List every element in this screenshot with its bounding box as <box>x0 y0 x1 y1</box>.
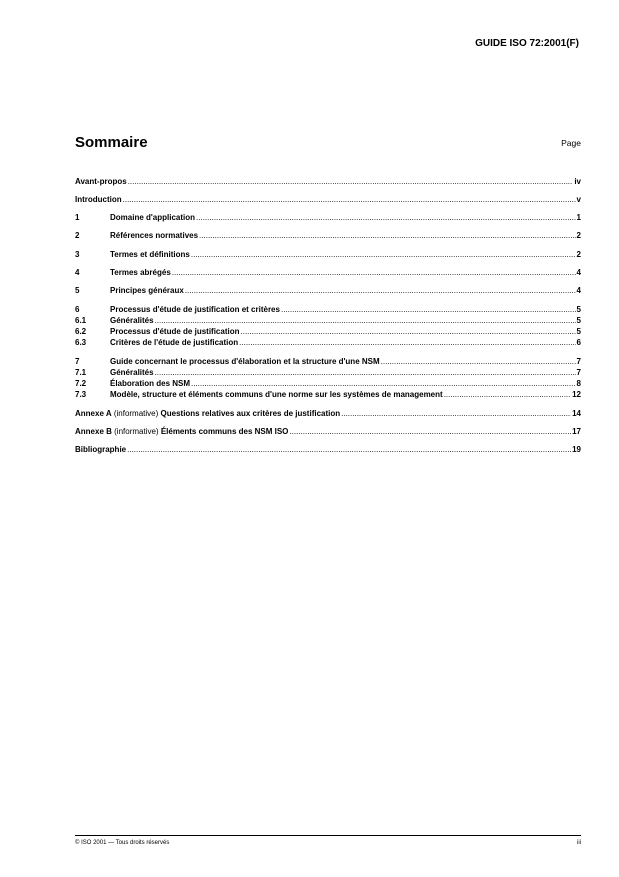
toc-entry-number: 7.2 <box>75 379 87 388</box>
dot-leader <box>191 249 576 260</box>
document-id: GUIDE ISO 72:2001(F) <box>475 38 579 49</box>
toc-entry-page: 5 <box>576 316 581 325</box>
toc-entry-number: 7.3 <box>75 390 87 399</box>
toc-entry-page: 6 <box>576 338 581 347</box>
toc-entry[interactable] <box>75 304 581 315</box>
toc-entry-title: Termes abrégés <box>110 268 171 277</box>
toc-entry-page: 17 <box>572 427 581 436</box>
toc-title: Sommaire <box>75 134 148 151</box>
toc-entry-page: 19 <box>572 445 581 454</box>
toc-entry-title: Généralités <box>110 368 154 377</box>
toc-entry[interactable] <box>75 212 581 223</box>
toc-entry-page: 2 <box>576 250 581 259</box>
toc-entry[interactable] <box>75 426 581 437</box>
annex-qualifier: (informative) <box>111 409 161 418</box>
toc-entry-title: Références normatives <box>110 231 199 240</box>
dot-leader <box>123 194 576 205</box>
toc-entry-title: Bibliographie <box>75 445 127 454</box>
toc-entry[interactable] <box>75 176 581 187</box>
toc-entry-title: Introduction <box>75 195 122 204</box>
toc-entry-page: 7 <box>576 357 581 366</box>
toc-entry-title: Avant-propos <box>75 177 127 186</box>
dot-leader <box>444 389 571 400</box>
toc-entry[interactable] <box>75 389 581 400</box>
dot-leader <box>127 444 571 455</box>
annex-qualifier: (informative) <box>111 427 161 436</box>
toc-entry[interactable] <box>75 285 581 296</box>
toc-entry-page: 4 <box>576 268 581 277</box>
toc-entry-number: 5 <box>75 286 80 295</box>
toc-entry-number: 6.1 <box>75 316 87 325</box>
toc-entry-number: 3 <box>75 250 80 259</box>
dot-leader <box>196 212 576 223</box>
toc-entry-number: 6.3 <box>75 338 87 347</box>
toc-entry-page: 1 <box>576 213 581 222</box>
dot-leader <box>281 304 576 315</box>
footer-copyright: © ISO 2001 — Tous droits réservés <box>75 840 170 846</box>
toc-entry-title: Élaboration des NSM <box>110 379 191 388</box>
toc-entry[interactable] <box>75 315 581 326</box>
toc-heading <box>75 134 581 152</box>
toc-entry-title <box>75 408 340 419</box>
dot-leader <box>185 285 576 296</box>
annex-title: Questions relatives aux critères de justification <box>160 409 341 418</box>
toc-entry-page: 12 <box>572 390 581 399</box>
toc-entry-number: 7.1 <box>75 368 87 377</box>
dot-leader <box>191 378 576 389</box>
dot-leader <box>155 315 576 326</box>
toc-entry-title: Processus d'étude de justification <box>110 327 240 336</box>
toc-entry-page: 14 <box>572 409 581 418</box>
toc-entry-title: Processus d'étude de justification et critères <box>110 305 280 314</box>
toc-entry-page: 2 <box>576 231 581 240</box>
toc-entry-title: Généralités <box>110 316 154 325</box>
dot-leader <box>341 408 571 419</box>
toc-entry-page: iv <box>574 177 581 186</box>
toc-entry-number: 1 <box>75 213 80 222</box>
toc-entry-title: Critères de l'étude de justification <box>110 338 239 347</box>
toc-entry-title: Domaine d'application <box>110 213 196 222</box>
toc-entry-number: 2 <box>75 231 80 240</box>
toc-entry-title: Modèle, structure et éléments communs d'une norme sur les systèmes de management <box>110 390 443 399</box>
annex-label: Annexe B <box>75 427 112 436</box>
toc-entry-page: 7 <box>576 368 581 377</box>
dot-leader <box>172 267 576 278</box>
toc-entry-number: 4 <box>75 268 80 277</box>
toc-entry-page: 4 <box>576 286 581 295</box>
toc-entry[interactable] <box>75 249 581 260</box>
dot-leader <box>239 337 575 348</box>
toc-entry[interactable] <box>75 356 581 367</box>
toc-entry-page: 8 <box>576 379 581 388</box>
toc-entry[interactable] <box>75 267 581 278</box>
toc-entry[interactable] <box>75 378 581 389</box>
toc-entry-number: 7 <box>75 357 80 366</box>
toc-entry[interactable] <box>75 230 581 241</box>
dot-leader <box>289 426 571 437</box>
dot-leader <box>241 326 576 337</box>
page-column-label: Page <box>561 138 581 148</box>
annex-title: Éléments communs des NSM ISO <box>160 427 289 436</box>
dot-leader <box>128 176 574 187</box>
toc-entry-number: 6 <box>75 305 80 314</box>
toc-entry-page: 5 <box>576 327 581 336</box>
toc-entry-page: 5 <box>576 305 581 314</box>
toc-entry[interactable] <box>75 408 581 419</box>
toc-entry-title: Guide concernant le processus d'élaboration et la structure d'une NSM <box>110 357 380 366</box>
toc-entry-title: Principes généraux <box>110 286 184 295</box>
dot-leader <box>381 356 576 367</box>
dot-leader <box>155 367 576 378</box>
annex-label: Annexe A <box>75 409 112 418</box>
toc-entry[interactable] <box>75 326 581 337</box>
toc-entry-title: Termes et définitions <box>110 250 190 259</box>
dot-leader <box>199 230 576 241</box>
toc-entry-number: 6.2 <box>75 327 87 336</box>
toc-entry[interactable] <box>75 194 581 205</box>
toc-entry-title <box>75 426 288 437</box>
footer-divider <box>75 835 581 836</box>
toc-entry[interactable] <box>75 337 581 348</box>
toc-entry[interactable] <box>75 367 581 378</box>
toc-entry-page: v <box>576 195 581 204</box>
footer-page-number: iii <box>577 840 581 846</box>
toc-entry[interactable] <box>75 444 581 455</box>
